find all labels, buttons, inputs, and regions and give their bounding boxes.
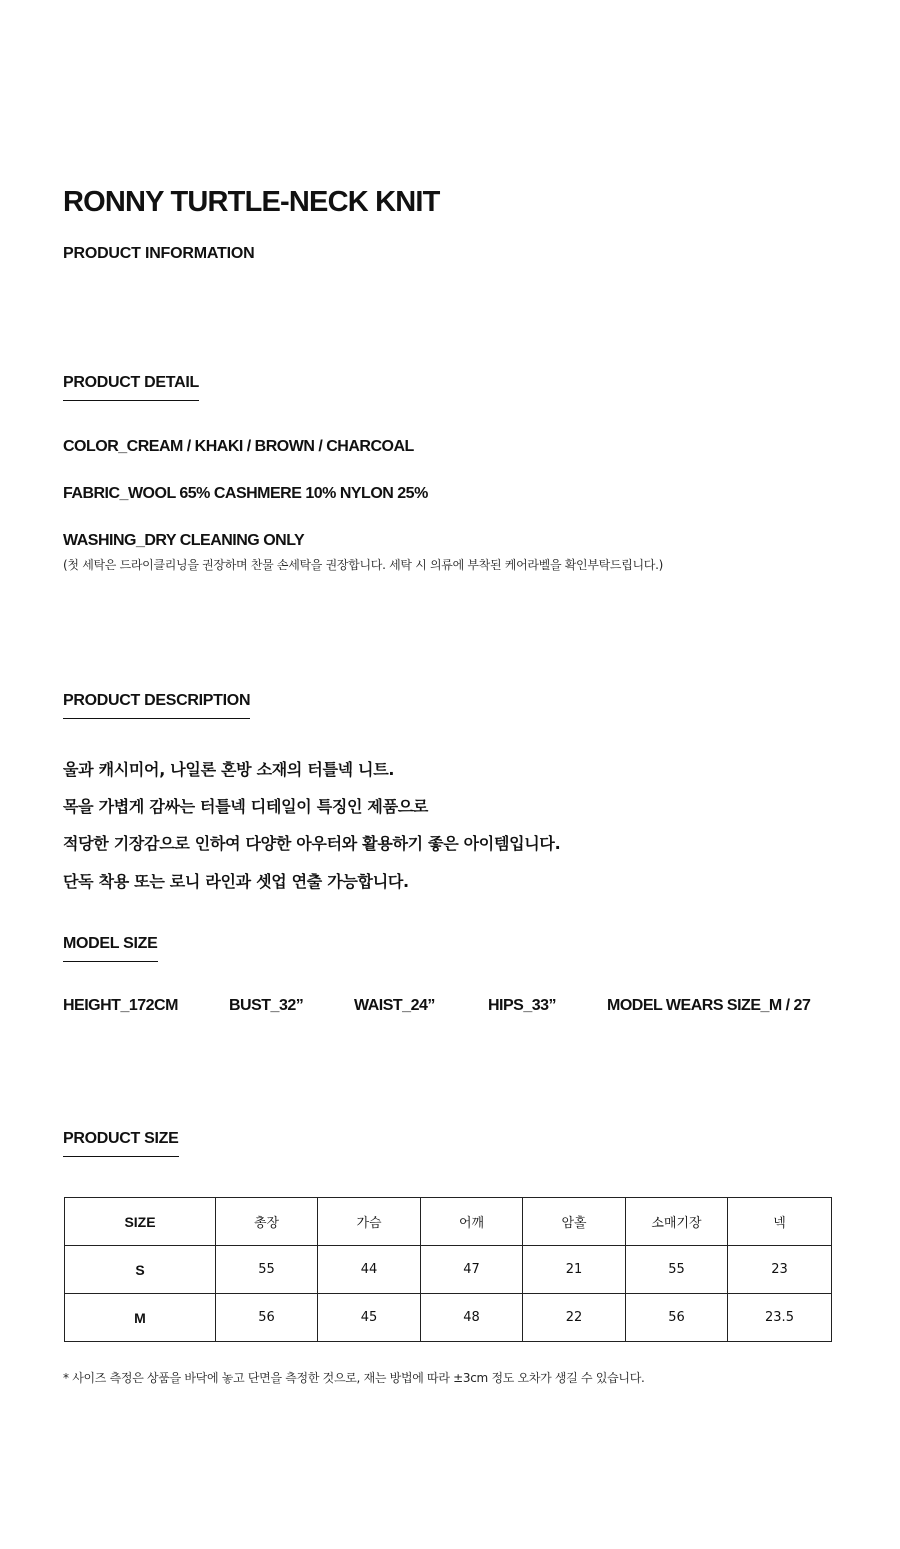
table-cell: 44 xyxy=(318,1246,421,1294)
description-line: 울과 캐시미어, 나일론 혼방 소재의 터틀넥 니트. xyxy=(63,760,395,779)
product-description-heading: PRODUCT DESCRIPTION xyxy=(63,692,250,719)
sleeve-length-column-header: 소매기장 xyxy=(626,1198,728,1246)
description-line: 단독 착용 또는 로니 라인과 셋업 연출 가능합니다. xyxy=(63,872,409,891)
model-wears-size: MODEL WEARS SIZE_M / 27 xyxy=(607,997,811,1014)
product-detail-heading: PRODUCT DETAIL xyxy=(63,374,199,401)
table-cell: 56 xyxy=(216,1294,318,1342)
model-bust: BUST_32” xyxy=(229,997,304,1014)
neck-column-header: 넥 xyxy=(728,1198,832,1246)
table-cell: 23 xyxy=(728,1246,832,1294)
size-column-header: SIZE xyxy=(65,1198,216,1246)
length-column-header: 총장 xyxy=(216,1198,318,1246)
size-table-header-row xyxy=(65,1198,832,1246)
detail-color: COLOR_CREAM / KHAKI / BROWN / CHARCOAL xyxy=(63,438,414,455)
product-size-heading: PRODUCT SIZE xyxy=(63,1130,179,1157)
detail-fabric: FABRIC_WOOL 65% CASHMERE 10% NYLON 25% xyxy=(63,485,428,502)
table-cell: 48 xyxy=(421,1294,523,1342)
table-cell: 21 xyxy=(523,1246,626,1294)
model-waist: WAIST_24” xyxy=(354,997,435,1014)
product-title: RONNY TURTLE-NECK KNIT xyxy=(63,186,440,218)
product-information-label: PRODUCT INFORMATION xyxy=(63,245,255,262)
chest-column-header: 가슴 xyxy=(318,1198,421,1246)
model-height: HEIGHT_172CM xyxy=(63,997,178,1014)
table-cell: 22 xyxy=(523,1294,626,1342)
size-label: S xyxy=(65,1246,216,1294)
size-label: M xyxy=(65,1294,216,1342)
table-cell: 55 xyxy=(216,1246,318,1294)
detail-washing: WASHING_DRY CLEANING ONLY xyxy=(63,532,305,549)
shoulder-column-header: 어깨 xyxy=(421,1198,523,1246)
size-table xyxy=(64,1197,832,1342)
description-line: 목을 가볍게 감싸는 터틀넥 디테일이 특징인 제품으로 xyxy=(63,797,429,816)
table-cell: 23.5 xyxy=(728,1294,832,1342)
table-cell: 56 xyxy=(626,1294,728,1342)
model-size-heading: MODEL SIZE xyxy=(63,935,158,962)
table-cell: 55 xyxy=(626,1246,728,1294)
description-line: 적당한 기장감으로 인하여 다양한 아우터와 활용하기 좋은 아이템입니다. xyxy=(63,834,561,853)
table-row xyxy=(65,1246,832,1294)
armhole-column-header: 암홀 xyxy=(523,1198,626,1246)
model-hips: HIPS_33” xyxy=(488,997,557,1014)
table-row xyxy=(65,1294,832,1342)
size-footnote: * 사이즈 측정은 상품을 바닥에 놓고 단면을 측정한 것으로, 재는 방법에 따라 ±3cm 정도 오차가 생길 수 있습니다. xyxy=(63,1371,645,1385)
table-cell: 47 xyxy=(421,1246,523,1294)
detail-washing-note: (첫 세탁은 드라이클리닝을 권장하며 찬물 손세탁을 권장합니다. 세탁 시 의류에 부착된 케어라벨을 확인부탁드립니다.) xyxy=(63,558,663,572)
table-cell: 45 xyxy=(318,1294,421,1342)
